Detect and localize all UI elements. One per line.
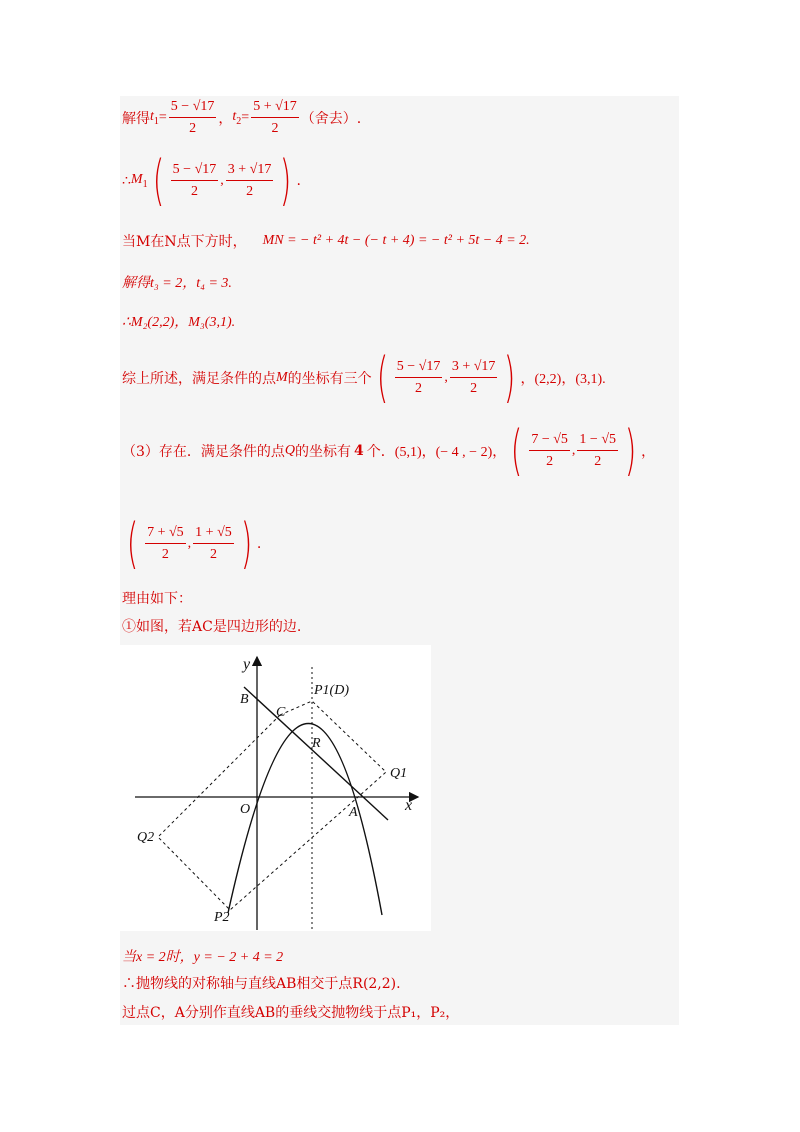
- line-solve-t: 解得 $t_1$ = $\frac{5 - √17}{2}$ ， $t_2$ = $\frac{5 + √17}{2}$ （舍去）.: [122, 98, 361, 138]
- label-Q1: Q1: [390, 766, 408, 781]
- fraction-part3b-y: $\frac{1 + √5}{2}$: [195, 524, 232, 562]
- parallelogram-2: [158, 715, 358, 910]
- label-A: A: [349, 805, 358, 820]
- parallelogram-1: [280, 701, 386, 797]
- fraction-summary-x: $\frac{5 - √17}{2}$: [396, 358, 441, 396]
- fraction-part3b-x: $\frac{7 + √5}{2}$: [147, 524, 184, 562]
- parabola-diagram: [120, 645, 431, 931]
- geometry-figure: [120, 645, 431, 931]
- line-solve-t3-t4: 解得t₃ = 2，t₄ = 3.: [122, 276, 232, 291]
- parabola: [228, 723, 382, 915]
- label-B: B: [240, 692, 249, 707]
- line-MN-expression: 当M在N点下方时， MN = − t² + 4t − (− t + 4) = − t² + 5t − 4 = 2.: [122, 233, 530, 250]
- line-case1: ①如图，若AC是四边形的边.: [122, 619, 302, 635]
- line-point-R: ∴抛物线的对称轴与直线AB相交于点R(2,2).: [122, 976, 401, 992]
- fraction-part3-x: $\frac{7 - √5}{2}$: [531, 431, 568, 469]
- label-y: y: [243, 656, 251, 673]
- label-Q2: Q2: [137, 830, 155, 845]
- line-perpendicular: 过点C，A分别作直线AB的垂线交抛物线于点P₁，P₂，: [122, 1005, 460, 1021]
- fraction-t2: $\frac{5 + √17}{2}$: [253, 98, 297, 136]
- line-part3: （3）存在．满足条件的点 Q 的坐标有 4 个．(5,1)，(− 4 , − 2)， ( $\frac{7 - √5}{2}$ , $\frac{1 - √5}{2}$ ) ，: [122, 419, 656, 482]
- line-reason: 理由如下：: [122, 591, 192, 607]
- fraction-M1-y: $\frac{3 + √17}{2}$: [227, 161, 272, 199]
- fraction-M1-x: $\frac{5 - √17}{2}$: [172, 161, 217, 199]
- fraction-summary-y: $\frac{3 + √17}{2}$: [451, 358, 496, 396]
- line-M2-M3: ∴M₂(2,2)，M₃(3,1).: [122, 315, 236, 330]
- label-x: x: [405, 797, 413, 814]
- line-summary: 综上所述，满足条件的点 M 的坐标有三个 ( $\frac{5 - √17}{2}$ , $\frac{3 + √17}{2}$ ) ，(2,2)，(3,1).: [122, 346, 606, 409]
- fraction-part3-y: $\frac{1 - √5}{2}$: [579, 431, 617, 469]
- label-P2: P2: [214, 910, 230, 925]
- label-O: O: [240, 802, 251, 817]
- label-R: R: [312, 736, 321, 751]
- line-part3-cont: ( $\frac{7 + √5}{2}$ , $\frac{1 + √5}{2}$ ) .: [126, 512, 262, 575]
- line-when-x2: 当x = 2时，y = − 2 + 4 = 2: [122, 950, 284, 965]
- fraction-t1: $\frac{5 - √17}{2}$: [170, 98, 215, 136]
- label-C: C: [276, 705, 286, 720]
- line-M1: ∴ $M_1$ ( $\frac{5 - √17}{2}$ , $\frac{3 + √17}{2}$ ) .: [122, 149, 301, 212]
- label-P1: P1(D): [314, 683, 349, 698]
